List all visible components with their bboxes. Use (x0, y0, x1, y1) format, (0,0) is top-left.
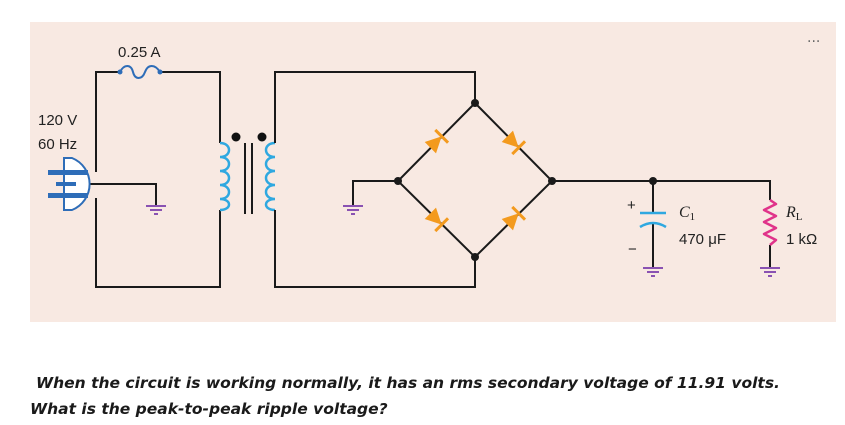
fuse-label: 0.25 A (118, 44, 161, 61)
source-voltage-label: 120 V (38, 112, 78, 129)
capacitor-minus-sign: − (628, 241, 637, 258)
source-frequency-label: 60 Hz (38, 136, 78, 153)
question-text (30, 370, 830, 422)
resistor-name: RL (786, 204, 803, 223)
question-line-2: What is the peak-to-peak ripple voltage? (30, 400, 388, 418)
resistor-value: 1 kΩ (786, 231, 818, 248)
capacitor-name: C1 (679, 204, 696, 223)
question-line-1: When the circuit is working normally, it has an rms secondary voltage of 11.91 volts. (36, 374, 780, 392)
capacitor-plus-sign: + (627, 197, 636, 214)
more-menu-icon[interactable]: ··· (807, 34, 821, 50)
capacitor-value: 470 μF (679, 231, 726, 248)
